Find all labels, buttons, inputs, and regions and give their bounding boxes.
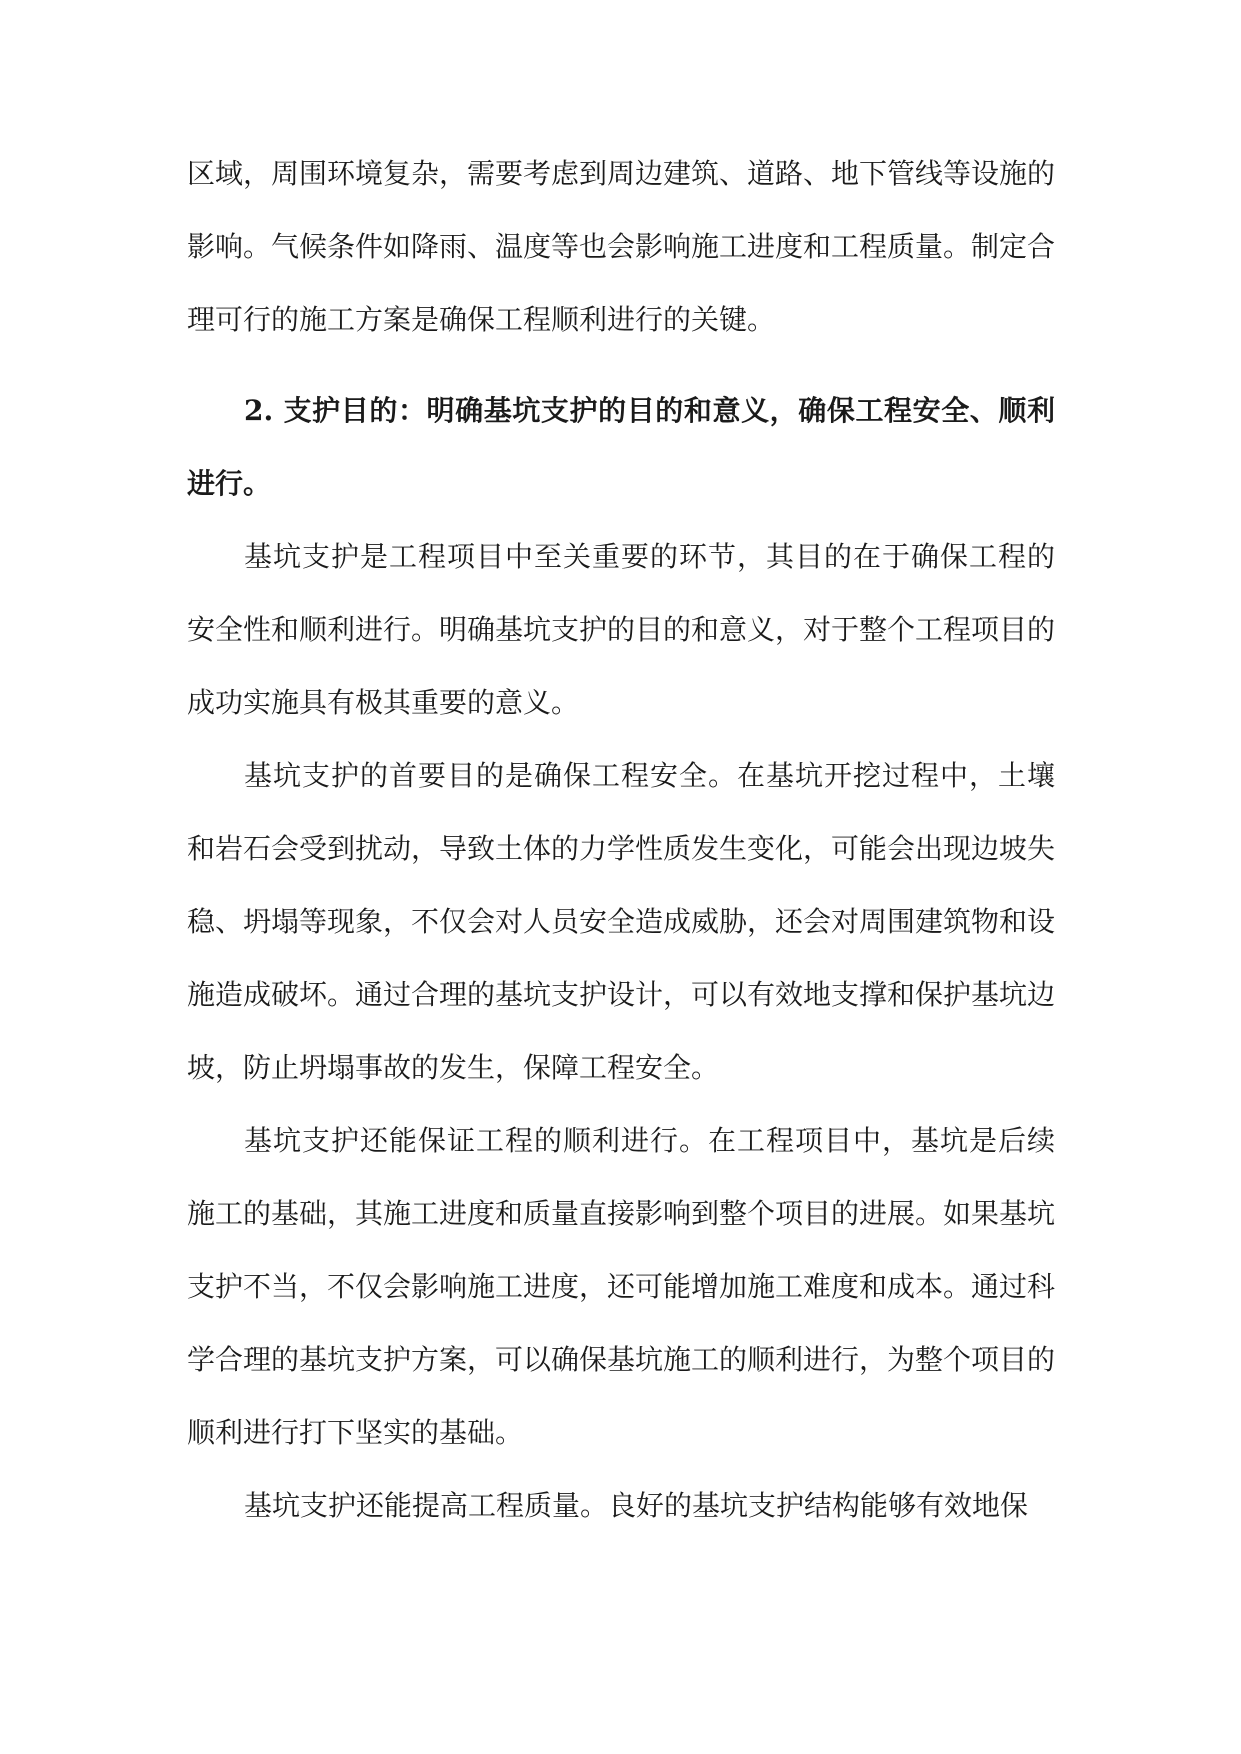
section-spacer — [187, 356, 1055, 374]
document-body — [187, 137, 1055, 1542]
section-heading: 2. 支护目的：明确基坑支护的目的和意义，确保工程安全、顺利进行。 — [187, 394, 1055, 500]
paragraph-continuation: 区域，周围环境复杂，需要考虑到周边建筑、道路、地下管线等设施的影响。气候条件如降雨、温度等也会影响施工进度和工程质量。制定合理可行的施工方案是确保工程顺利进行的关键。 — [187, 157, 1056, 336]
paragraph-purpose-intro: 基坑支护是工程项目中至关重要的环节，其目的在于确保工程的安全性和顺利进行。明确基坑支护的目的和意义，对于整个工程项目的成功实施具有极其重要的意义。 — [187, 540, 1056, 719]
paragraph-safety: 基坑支护的首要目的是确保工程安全。在基坑开挖过程中，土壤和岩石会受到扰动，导致土体的力学性质发生变化，可能会出现边坡失稳、坍塌等现象，不仅会对人员安全造成威胁，还会对周围建筑物和设施造成破坏。通过合理的基坑支护设计，可以有效地支撑和保护基坑边坡，防止坍塌事故的发生，保障工程安全。 — [187, 759, 1056, 1084]
paragraph-progress: 基坑支护还能保证工程的顺利进行。在工程项目中，基坑是后续施工的基础，其施工进度和质量直接影响到整个项目的进展。如果基坑支护不当，不仅会影响施工进度，还可能增加施工难度和成本。通过科学合理的基坑支护方案，可以确保基坑施工的顺利进行，为整个项目的顺利进行打下坚实的基础。 — [187, 1124, 1056, 1449]
paragraph-quality: 基坑支护还能提高工程质量。良好的基坑支护结构能够有效地保 — [244, 1489, 1029, 1522]
